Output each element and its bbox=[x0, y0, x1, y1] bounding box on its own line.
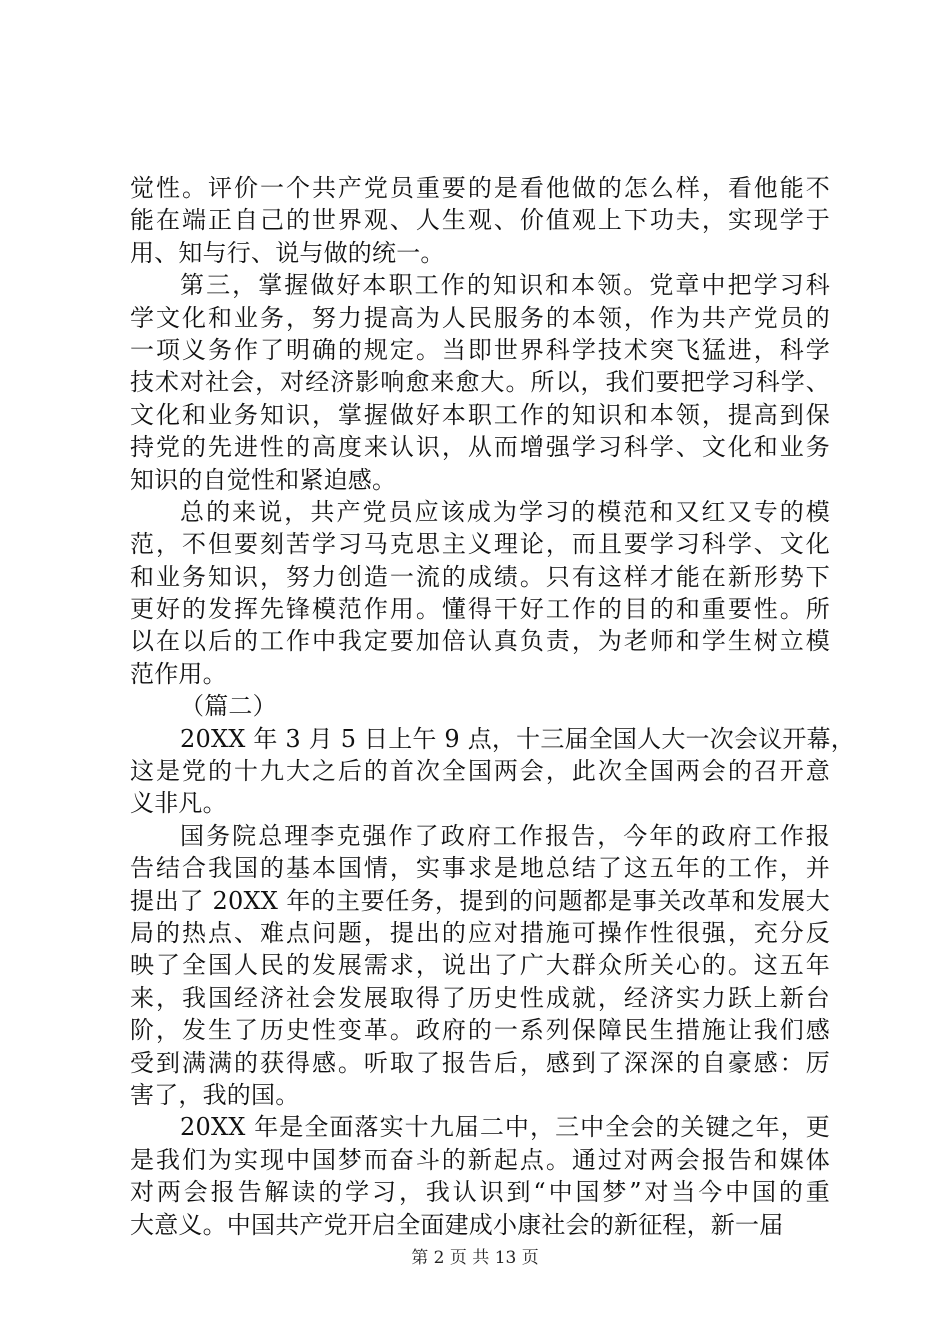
text-line: 映了全国人民的发展需求，说出了广大群众所关心的。这五年 bbox=[130, 951, 830, 980]
text-line: 觉性。评价一个共产党员重要的是看他做的怎么样，看他能不 bbox=[130, 174, 830, 202]
text-line: 更好的发挥先锋模范作用。懂得干好工作的目的和重要性。所 bbox=[130, 595, 830, 624]
text-line: 大意义。中国共产党开启全面建成小康社会的新征程，新一届 bbox=[130, 1210, 784, 1239]
text-line: 技术对社会，对经济影响愈来愈大。所以，我们要把学习科学、 bbox=[130, 368, 830, 397]
paragraph bbox=[130, 723, 855, 820]
text-line: 害了，我的国。 bbox=[130, 1080, 300, 1109]
document-body bbox=[130, 172, 855, 1241]
text-line: 文化和业务知识，掌握做好本职工作的知识和本领，提高到保 bbox=[130, 400, 830, 429]
text-line: 学文化和业务，努力提高为人民服务的本领，作为共产党员的 bbox=[130, 303, 830, 332]
paragraph bbox=[130, 820, 830, 1112]
text-line: 来，我国经济社会发展取得了历史性成就，经济实力跃上新台 bbox=[130, 983, 830, 1012]
text-line: 一项义务作了明确的规定。当即世界科学技术突飞猛进，科学 bbox=[130, 335, 830, 364]
text-line: 以在以后的工作中我定要加倍认真负责，为老师和学生树立模 bbox=[130, 627, 830, 656]
text-line: 知识的自觉性和紧迫感。 bbox=[130, 465, 397, 494]
paragraph bbox=[130, 1111, 830, 1241]
text-line: 义非凡。 bbox=[130, 789, 227, 818]
text-line: 20XX 年是全面落实十九届二中，三中全会的关键之年，更 bbox=[180, 1113, 830, 1142]
text-line: 和业务知识，努力创造一流的成绩。只有这样才能在新形势下 bbox=[130, 562, 830, 591]
text-line: 阶，发生了历史性变革。政府的一系列保障民生措施让我们感 bbox=[130, 1016, 830, 1045]
paragraph bbox=[130, 690, 830, 722]
page-footer: 第 2 页 共 13 页 bbox=[411, 1248, 539, 1268]
text-line: 国务院总理李克强作了政府工作报告，今年的政府工作报 bbox=[180, 821, 830, 850]
text-line: 受到满满的获得感。听取了报告后，感到了深深的自豪感：厉 bbox=[130, 1048, 830, 1077]
text-line: 第三，掌握做好本职工作的知识和本领。党章中把学习科 bbox=[180, 271, 830, 300]
text-line: 总的来说，共产党员应该成为学习的模范和又红又专的模 bbox=[180, 497, 830, 526]
text-line: 对两会报告解读的学习，我认识到“中国梦”对当今中国的重 bbox=[130, 1178, 830, 1207]
text-line: 持党的先进性的高度来认识，从而增强学习科学、文化和业务 bbox=[130, 433, 830, 462]
text-line: 20XX 年 3 月 5 日上午 9 点，十三届全国人大一次会议开幕， bbox=[180, 724, 855, 753]
paragraph bbox=[130, 269, 830, 496]
text-line: 局的热点、难点问题，提出的应对措施可操作性很强，充分反 bbox=[130, 918, 830, 947]
text-line: 提出了 20XX 年的主要任务，提到的问题都是事关改革和发展大 bbox=[130, 886, 830, 915]
text-line: 这是党的十九大之后的首次全国两会，此次全国两会的召开意 bbox=[130, 757, 830, 786]
text-line: （篇二） bbox=[180, 692, 277, 721]
paragraph bbox=[130, 496, 830, 690]
text-line: 范，不但要刻苦学习马克思主义理论，而且要学习科学、文化 bbox=[130, 530, 830, 559]
text-line: 用、知与行、说与做的统一。 bbox=[130, 238, 445, 267]
paragraph bbox=[130, 172, 830, 269]
text-line: 告结合我国的基本国情，实事求是地总结了这五年的工作，并 bbox=[130, 854, 830, 883]
text-line: 能在端正自己的世界观、人生观、价值观上下功夫，实现学于 bbox=[130, 206, 830, 235]
text-line: 范作用。 bbox=[130, 659, 227, 688]
text-line: 是我们为实现中国梦而奋斗的新起点。通过对两会报告和媒体 bbox=[130, 1145, 830, 1174]
